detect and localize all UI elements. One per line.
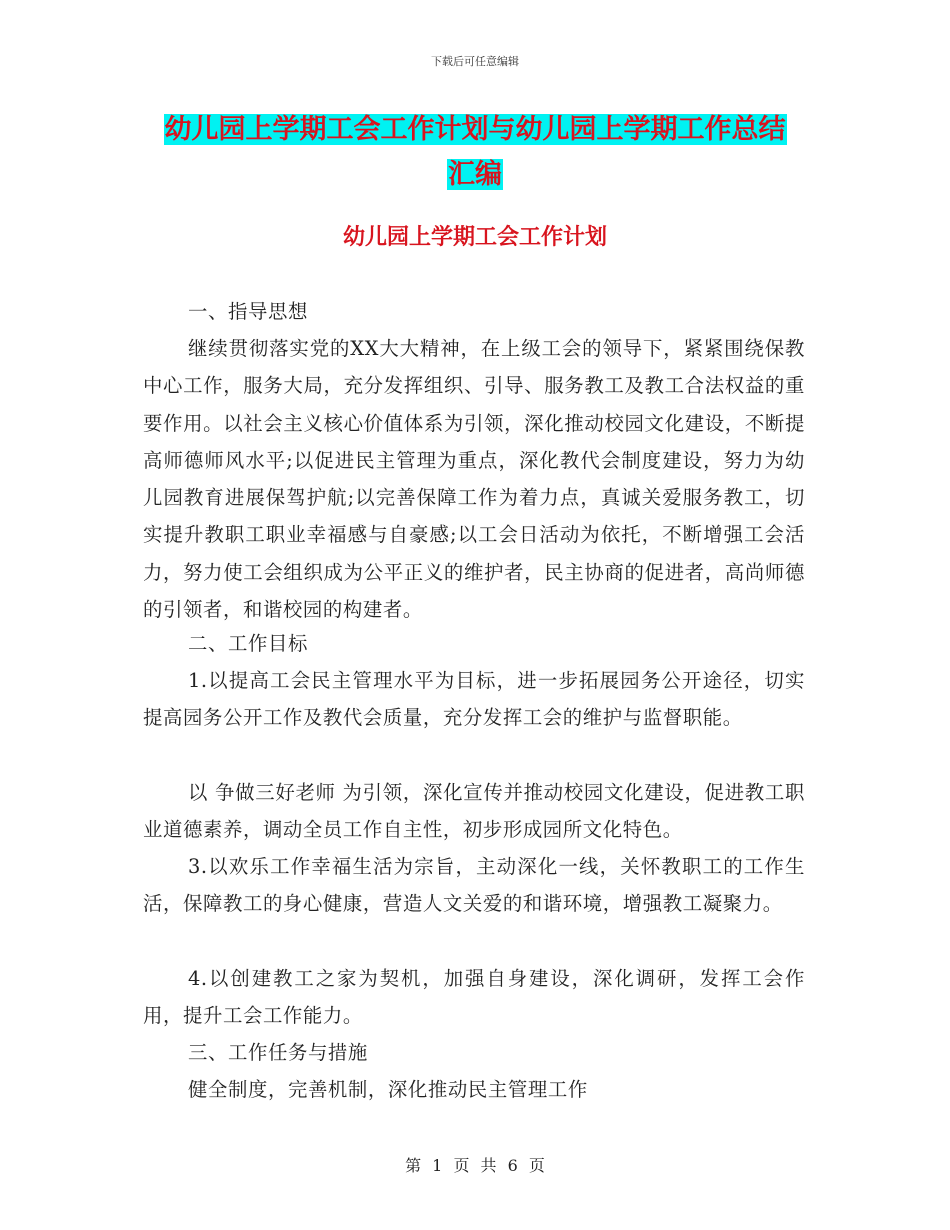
paragraph-goal-3: 3.以欢乐工作幸福生活为宗旨，主动深化一线，关怀教职工的工作生活，保障教工的身心健康，营造人文关爱的和谐环境，增强教工凝聚力。 bbox=[143, 855, 805, 916]
section-title: 幼儿园上学期工会工作计划 bbox=[342, 225, 607, 250]
paragraph-tasks-subheading: 健全制度，完善机制，深化推动民主管理工作 bbox=[188, 1078, 588, 1101]
paragraph-goal-1: 1.以提高工会民主管理水平为目标，进一步拓展园务公开途径，切实提高园务公开工作及教代会质量，充分发挥工会的维护与监督职能。 bbox=[143, 669, 805, 730]
document-title-line-2 bbox=[0, 155, 950, 195]
page-footer: 第 1 页 共 6 页 bbox=[405, 1156, 545, 1175]
paragraph-goal-2: 以 争做三好老师 为引领，深化宣传并推动校园文化建设，促进教工职业道德素养，调动全员工作自主性，初步形成园所文化特色。 bbox=[143, 781, 805, 842]
heading-work-goals: 二、工作目标 bbox=[188, 632, 308, 655]
document-title-text-1: 幼儿园上学期工会工作计划与幼儿园上学期工作总结 bbox=[164, 114, 786, 145]
heading-guiding-ideology: 一、指导思想 bbox=[188, 300, 308, 323]
heading-tasks-measures: 三、工作任务与措施 bbox=[188, 1041, 368, 1064]
header-note: 下载后可任意编辑 bbox=[431, 55, 519, 68]
paragraph-goal-4: 4.以创建教工之家为契机，加强自身建设，深化调研，发挥工会作用，提升工会工作能力。 bbox=[143, 967, 805, 1028]
paragraph-guiding-ideology: 继续贯彻落实党的XX大大精神，在上级工会的领导下，紧紧围绕保教中心工作，服务大局，充分发挥组织、引导、服务教工及教工合法权益的重要作用。以社会主义核心价值体系为引领，深化推动校园文化建设，不断提高师德师风水平;以促进民主管理为重点，深化教代会制度建设，努力为幼儿园教育进展保驾护航;以完善保障工作为着力点，真诚关爱服务教工，切实提升教职工职业幸福感与自豪感;以工会日活动为依托，不断增强工会活力，努力使工会组织成为公平正义的维护者，民主协商的促进者，高尚师德的引领者，和谐校园的构建者。 bbox=[143, 337, 805, 622]
document-title-text-2: 汇编 bbox=[448, 159, 502, 190]
document-title-line-1 bbox=[0, 110, 950, 150]
